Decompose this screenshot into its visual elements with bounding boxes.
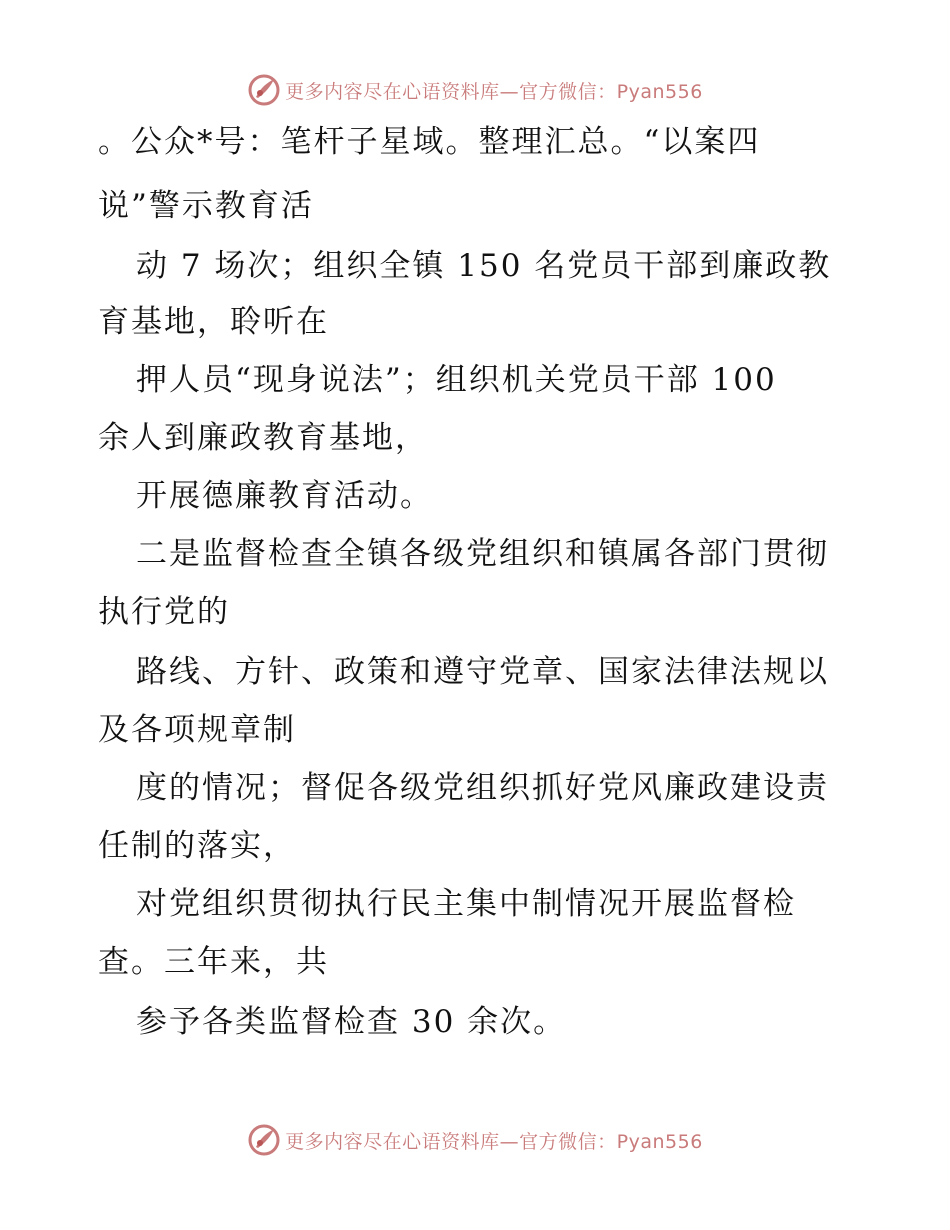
body-line: 说”警示教育活 (98, 188, 314, 224)
body-line: 。公众*号：笔杆子星域。整理汇总。“以案四 (98, 124, 761, 160)
footer-watermark (0, 1120, 950, 1160)
body-line: 余人到廉政教育基地， (98, 420, 428, 456)
body-line: 押人员“现身说法”；组织机关党员干部 100 (136, 362, 777, 398)
quill-seal-icon (247, 1123, 281, 1157)
body-line: 度的情况；督促各级党组织抓好党风廉政建设责 (136, 770, 829, 806)
body-line: 查。三年来，共 (98, 944, 329, 980)
body-line: 执行党的 (98, 594, 230, 630)
quill-seal-icon (247, 73, 281, 107)
watermark-text: 更多内容尽在心语资料库—官方微信：Pyan556 (285, 1130, 703, 1153)
body-line: 动 7 场次；组织全镇 150 名党员干部到廉政教 (136, 248, 832, 284)
body-line: 二是监督检查全镇各级党组织和镇属各部门贯彻 (136, 536, 829, 572)
body-line: 开展德廉教育活动。 (136, 478, 433, 514)
body-line: 参予各类监督检查 30 余次。 (136, 1004, 567, 1040)
body-line: 路线、方针、政策和遵守党章、国家法律法规以 (136, 654, 829, 690)
body-line: 任制的落实， (98, 828, 296, 864)
header-watermark (0, 70, 950, 110)
body-line: 育基地，聆听在 (98, 304, 329, 340)
body-line: 对党组织贯彻执行民主集中制情况开展监督检 (136, 886, 796, 922)
watermark-text: 更多内容尽在心语资料库—官方微信：Pyan556 (285, 80, 703, 103)
body-line: 及各项规章制 (98, 712, 296, 748)
